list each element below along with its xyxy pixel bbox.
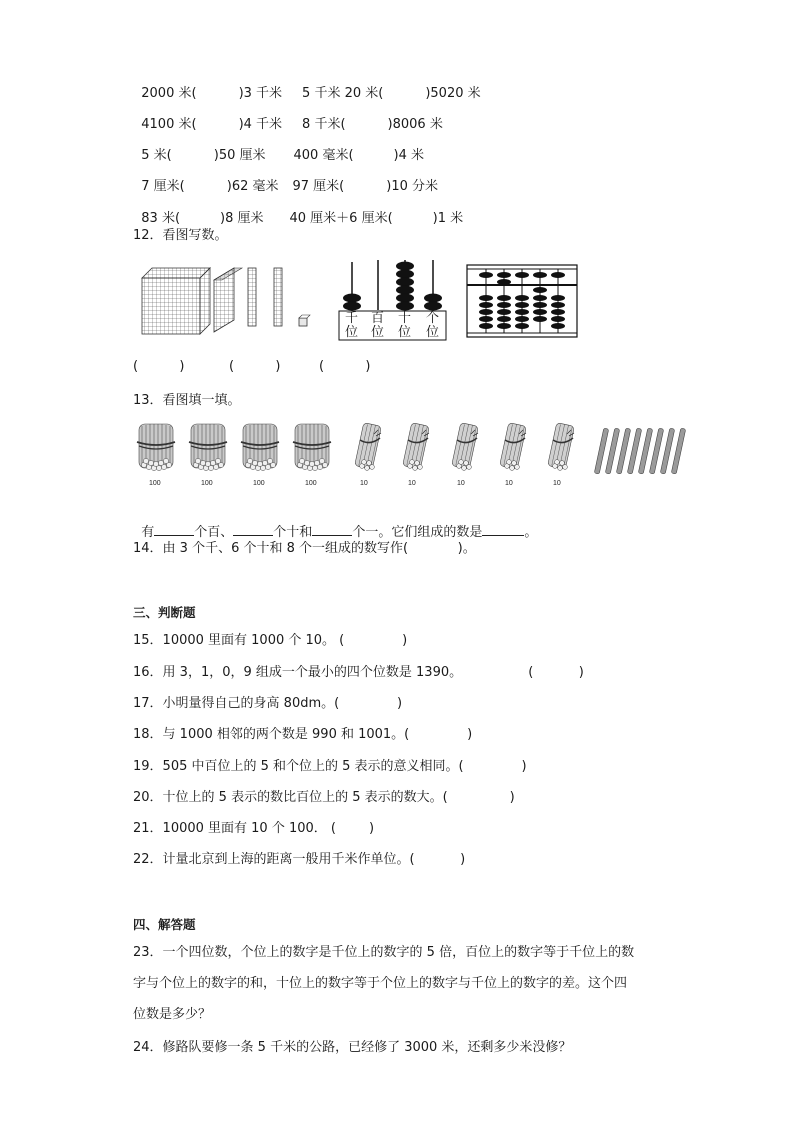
- comparison-unit: )8006 米: [387, 117, 443, 132]
- comparison-right: 40 厘米＋6 厘米(: [289, 211, 393, 226]
- comparison-row: [133, 98, 443, 132]
- ten-bundle-icon: [355, 423, 382, 471]
- hundred-bundle-icon: [293, 424, 331, 471]
- base-ten-blocks-figure: [140, 266, 320, 336]
- bundle-label: 10: [408, 480, 416, 487]
- ten-bundle-icon: [452, 423, 479, 471]
- question-12: 12．看图写数。: [133, 228, 228, 243]
- comparison-unit: )10 分米: [386, 179, 438, 194]
- bundle-label: 100: [201, 480, 213, 487]
- ten-bundle-icon: [403, 423, 430, 471]
- judge-question: 18．与 1000 相邻的两个数是 990 和 1001。( ): [133, 727, 473, 742]
- single-stick-icon: [594, 428, 685, 474]
- fill-sentence: 有 个百、 个十和 个一。它们组成的数是 。: [141, 525, 538, 540]
- comparison-right: 5 千米 20 米(: [302, 86, 384, 101]
- question-24: 24．修路队要修一条 5 千米的公路，已经修了 3000 米，还剩多少米没修？: [133, 1040, 572, 1055]
- stick-bundles-figure: [133, 416, 693, 480]
- judge-question: 16．用 3，1，0，9 组成一个最小的四个位数是 1390。 ( ): [133, 665, 584, 680]
- answer-blank[interactable]: [154, 523, 194, 536]
- hundred-bundle-icon: [137, 424, 175, 471]
- hundred-bundle-icon: [189, 424, 227, 471]
- comparison-left: 7 厘米(: [141, 179, 185, 194]
- judge-question: 17．小明量得自己的身高 80dm。( ): [133, 696, 403, 711]
- comparison-unit: )8 厘米: [220, 211, 264, 226]
- question-23-line: 位数是多少？: [133, 1007, 212, 1022]
- bundle-label: 100: [149, 480, 161, 487]
- unit-cube-icon: [299, 315, 310, 326]
- bundle-label: 100: [305, 480, 317, 487]
- comparison-left: 4100 米(: [141, 117, 197, 132]
- place-suffix: 位: [371, 325, 385, 340]
- judge-question: 19．505 中百位上的 5 和个位上的 5 表示的意义相同。( ): [133, 759, 527, 774]
- comparison-left: 83 米(: [141, 211, 181, 226]
- place-label-ones: 个: [426, 311, 440, 326]
- comparison-row: [133, 129, 424, 163]
- place-label-hundreds: 百: [371, 311, 385, 326]
- judge-question: 20．十位上的 5 表示的数比百位上的 5 表示的数大。( ): [133, 790, 515, 805]
- comparison-row: [133, 160, 438, 194]
- comparison-unit: )4 米: [393, 148, 425, 163]
- ten-rod-icon: [248, 268, 256, 326]
- comparison-row: [133, 67, 481, 101]
- comparison-unit: )3 千米: [238, 86, 283, 101]
- place-suffix: 位: [398, 325, 412, 340]
- answer-blank[interactable]: ( ): [229, 359, 281, 374]
- answer-blank[interactable]: [233, 523, 273, 536]
- comparison-row: [133, 192, 463, 226]
- bundle-label: 10: [457, 480, 465, 487]
- hundred-bundle-icon: [241, 424, 279, 471]
- bundle-label: 10: [505, 480, 513, 487]
- abacus-figure: [466, 264, 578, 338]
- bundle-label: 10: [553, 480, 561, 487]
- answer-blank[interactable]: ( ): [133, 359, 185, 374]
- question-23-line: 23．一个四位数，个位上的数字是千位上的数字的 5 倍，百位上的数字等于千位上的数: [133, 945, 635, 960]
- judge-question: 21．10000 里面有 10 个 100． ( ): [133, 821, 375, 836]
- comparison-right: 400 毫米(: [293, 148, 354, 163]
- ten-rod-icon: [274, 268, 282, 326]
- answer-blank[interactable]: [482, 523, 524, 536]
- thousand-cube-icon: [142, 268, 210, 334]
- bead-icon: [343, 262, 442, 311]
- place-suffix: 位: [345, 325, 359, 340]
- place-label-thousands: 千: [345, 311, 359, 326]
- hundred-flat-icon: [214, 268, 242, 332]
- comparison-unit: )4 千米: [238, 117, 283, 132]
- bundle-label: 100: [253, 480, 265, 487]
- comparison-unit: )50 厘米: [213, 148, 266, 163]
- ten-bundle-icon: [500, 423, 527, 471]
- comparison-right: 8 千米(: [302, 117, 346, 132]
- bundle-label: 10: [360, 480, 368, 487]
- place-label-tens: 十: [398, 311, 412, 326]
- section-heading: 三、判断题: [133, 605, 196, 620]
- comparison-left: 5 米(: [141, 148, 172, 163]
- section-heading: 四、解答题: [133, 917, 196, 932]
- comparison-right: 97 厘米(: [292, 179, 345, 194]
- answer-blank[interactable]: [312, 523, 352, 536]
- answer-blank[interactable]: ( ): [319, 359, 371, 374]
- place-suffix: 位: [426, 325, 440, 340]
- question-13: 13．看图填一填。: [133, 393, 241, 408]
- question-23-line: 字与个位上的数字的和，十位上的数字等于个位上的数字与千位上的数字的差。这个四: [133, 976, 628, 991]
- judge-question: 22．计量北京到上海的距离一般用千米作单位。( ): [133, 852, 466, 867]
- judge-question: 15．10000 里面有 1000 个 10。 ( ): [133, 633, 408, 648]
- comparison-unit: )1 米: [432, 211, 464, 226]
- comparison-left: 2000 米(: [141, 86, 197, 101]
- ten-bundle-icon: [548, 423, 575, 471]
- question-14: 14．由 3 个千、6 个十和 8 个一组成的数写作( )。: [133, 541, 476, 556]
- comparison-unit: )5020 米: [425, 86, 481, 101]
- comparison-unit: )62 毫米: [226, 179, 279, 194]
